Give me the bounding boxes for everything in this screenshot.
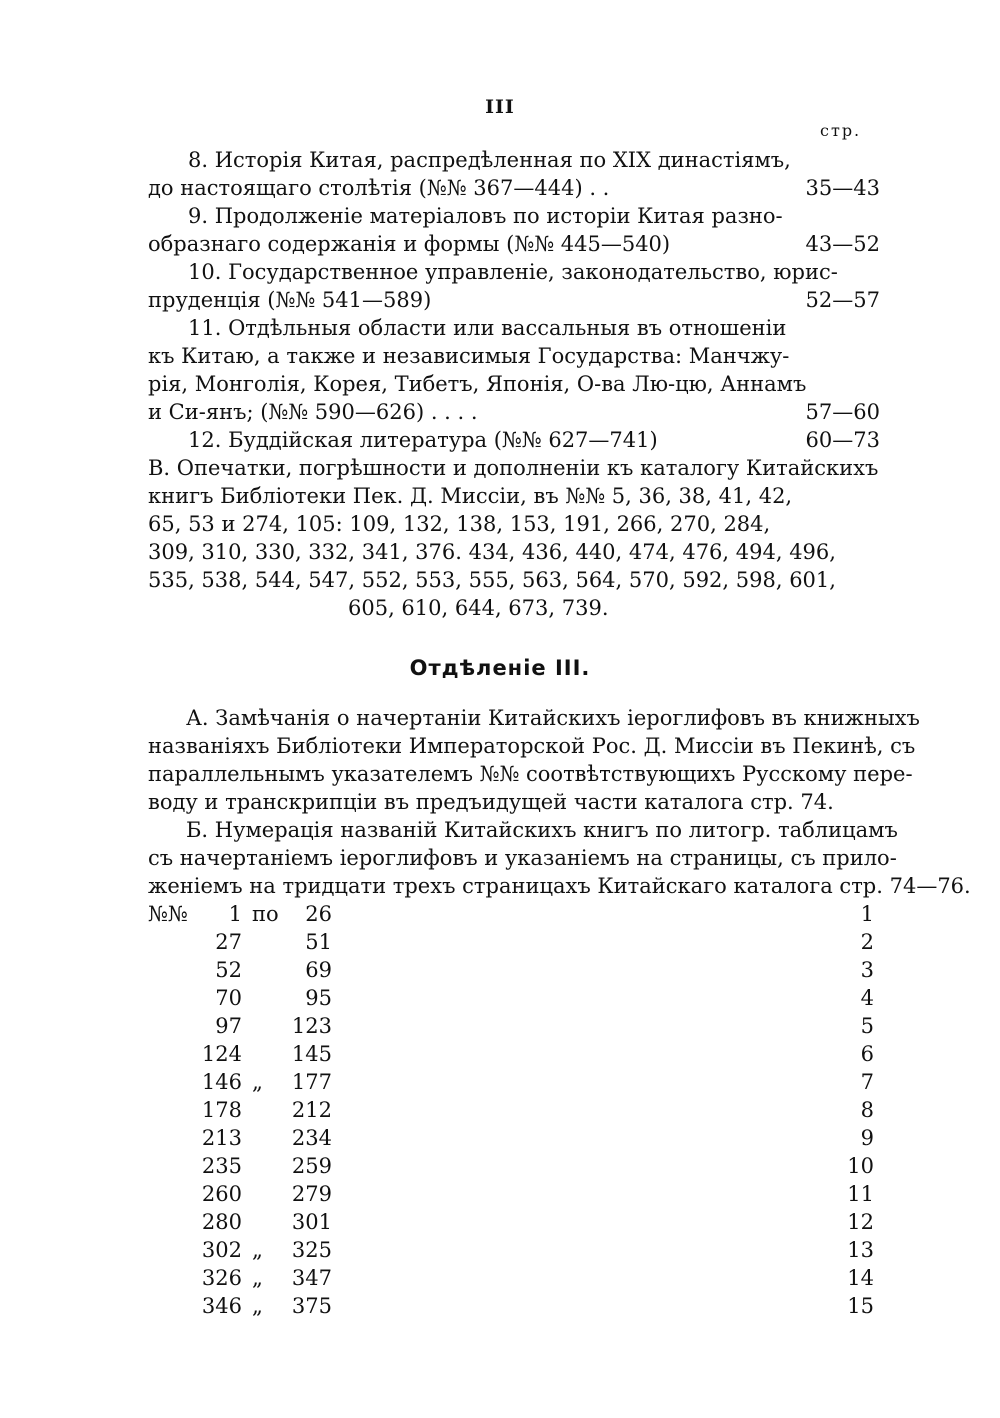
errata-line: 535, 538, 544, 547, 552, 553, 555, 563, 564, 570, 592, 598, 601, — [148, 568, 836, 592]
range-from: 70 — [215, 986, 242, 1010]
range-to: 325 — [291, 1238, 332, 1262]
toc-pages: 60—73 — [805, 428, 880, 452]
range-to: 279 — [291, 1182, 332, 1206]
range-from: 124 — [201, 1042, 242, 1066]
range-from: 235 — [201, 1154, 242, 1178]
range-from: 27 — [215, 930, 242, 954]
toc-line: 8. Исторія Китая, распредѣленная по XIX династіямъ, — [188, 148, 791, 172]
table-number: 4 — [860, 986, 874, 1010]
section-a-line: А. Замѣчанія о начертаніи Китайскихъ іероглифовъ въ книжныхъ — [186, 706, 920, 730]
toc-line: 11. Отдѣльныя области или вассальныя въ отношеніи — [188, 316, 787, 340]
toc-line: рія, Монголія, Корея, Тибетъ, Японія, О-ва Лю-цю, Аннамъ — [148, 372, 807, 396]
toc-pages: 35—43 — [805, 176, 880, 200]
section-heading: Отдѣленіе III. — [409, 656, 591, 680]
range-from: 52 — [215, 958, 242, 982]
toc-line: и Си-янъ; (№№ 590—626) . . . . — [148, 400, 478, 424]
section-b-line: женіемъ на тридцати трехъ страницахъ Китайскаго каталога стр. 74—76. — [148, 874, 971, 898]
range-to: 123 — [291, 1014, 332, 1038]
range-to: 301 — [291, 1210, 332, 1234]
toc-line: 12. Буддійская литература (№№ 627—741) — [188, 428, 658, 452]
table-number: 14 — [847, 1266, 874, 1290]
table-number: 13 — [847, 1238, 874, 1262]
errata-line: 65, 53 и 274, 105: 109, 132, 138, 153, 191, 266, 270, 284, — [148, 512, 771, 536]
range-to: 375 — [291, 1294, 332, 1318]
range-separator: „ — [252, 1294, 263, 1318]
range-separator: „ — [252, 1070, 263, 1094]
range-from: 260 — [201, 1182, 242, 1206]
page-column-header: стр. — [820, 121, 862, 140]
range-from: 1 — [228, 902, 242, 926]
page-number: III — [485, 96, 515, 118]
toc-line: до настоящаго столѣтія (№№ 367—444) . . — [148, 176, 610, 200]
table-number: 11 — [847, 1182, 874, 1206]
table-number: 15 — [847, 1294, 874, 1318]
table-number: 3 — [860, 958, 874, 982]
table-number: 1 — [860, 902, 874, 926]
table-number: 8 — [860, 1098, 874, 1122]
range-to: 259 — [291, 1154, 332, 1178]
toc-line: 10. Государственное управленіе, законодательство, юрис- — [188, 260, 838, 284]
errata-line: 605, 610, 644, 673, 739. — [348, 596, 609, 620]
range-from: 326 — [201, 1266, 242, 1290]
range-from: 146 — [201, 1070, 242, 1094]
range-from: 213 — [201, 1126, 242, 1150]
range-to: 95 — [305, 986, 332, 1010]
section-a-line: воду и транскрипціи въ предъидущей части каталога стр. 74. — [148, 790, 834, 814]
table-number: 2 — [860, 930, 874, 954]
errata-line: книгъ Библіотеки Пек. Д. Миссіи, въ №№ 5, 36, 38, 41, 42, — [148, 484, 793, 508]
errata-line: 309, 310, 330, 332, 341, 376. 434, 436, 440, 474, 476, 494, 496, — [148, 540, 836, 564]
range-to: 145 — [291, 1042, 332, 1066]
table-label: №№ — [148, 902, 188, 926]
errata-line: В. Опечатки, погрѣшности и дополненіи къ каталогу Китайскихъ — [148, 456, 879, 480]
range-to: 234 — [291, 1126, 332, 1150]
toc-line: образнаго содержанія и формы (№№ 445—540) — [148, 232, 671, 256]
range-to: 212 — [291, 1098, 332, 1122]
toc-pages: 57—60 — [805, 400, 880, 424]
range-from: 178 — [201, 1098, 242, 1122]
range-from: 97 — [215, 1014, 242, 1038]
range-to: 69 — [305, 958, 332, 982]
range-from: 346 — [201, 1294, 242, 1318]
section-a-line: параллельнымъ указателемъ №№ соотвѣтствующихъ Русскому пере- — [148, 762, 913, 786]
toc-line: пруденція (№№ 541—589) — [148, 288, 432, 312]
table-number: 9 — [860, 1126, 874, 1150]
range-separator: „ — [252, 1266, 263, 1290]
range-separator: „ — [252, 1238, 263, 1262]
table-number: 5 — [860, 1014, 874, 1038]
toc-pages: 52—57 — [805, 288, 880, 312]
table-number: 12 — [847, 1210, 874, 1234]
section-b-line: Б. Нумерація названій Китайскихъ книгъ по литогр. таблицамъ — [186, 818, 898, 842]
table-number: 10 — [847, 1154, 874, 1178]
range-separator: по — [252, 902, 279, 926]
toc-line: къ Китаю, а также и независимыя Государства: Манчжу- — [148, 344, 790, 368]
table-number: 7 — [860, 1070, 874, 1094]
range-to: 51 — [305, 930, 332, 954]
range-to: 26 — [305, 902, 332, 926]
range-to: 177 — [291, 1070, 332, 1094]
table-number: 6 — [860, 1042, 874, 1066]
section-a-line: названіяхъ Библіотеки Императорской Рос. Д. Миссіи въ Пекинѣ, съ — [148, 734, 916, 758]
range-to: 347 — [291, 1266, 332, 1290]
toc-pages: 43—52 — [805, 232, 880, 256]
range-from: 280 — [201, 1210, 242, 1234]
section-b-line: съ начертаніемъ іероглифовъ и указаніемъ на страницы, съ прило- — [148, 846, 897, 870]
toc-line: 9. Продолженіе матеріаловъ по исторіи Китая разно- — [188, 204, 783, 228]
range-from: 302 — [201, 1238, 242, 1262]
